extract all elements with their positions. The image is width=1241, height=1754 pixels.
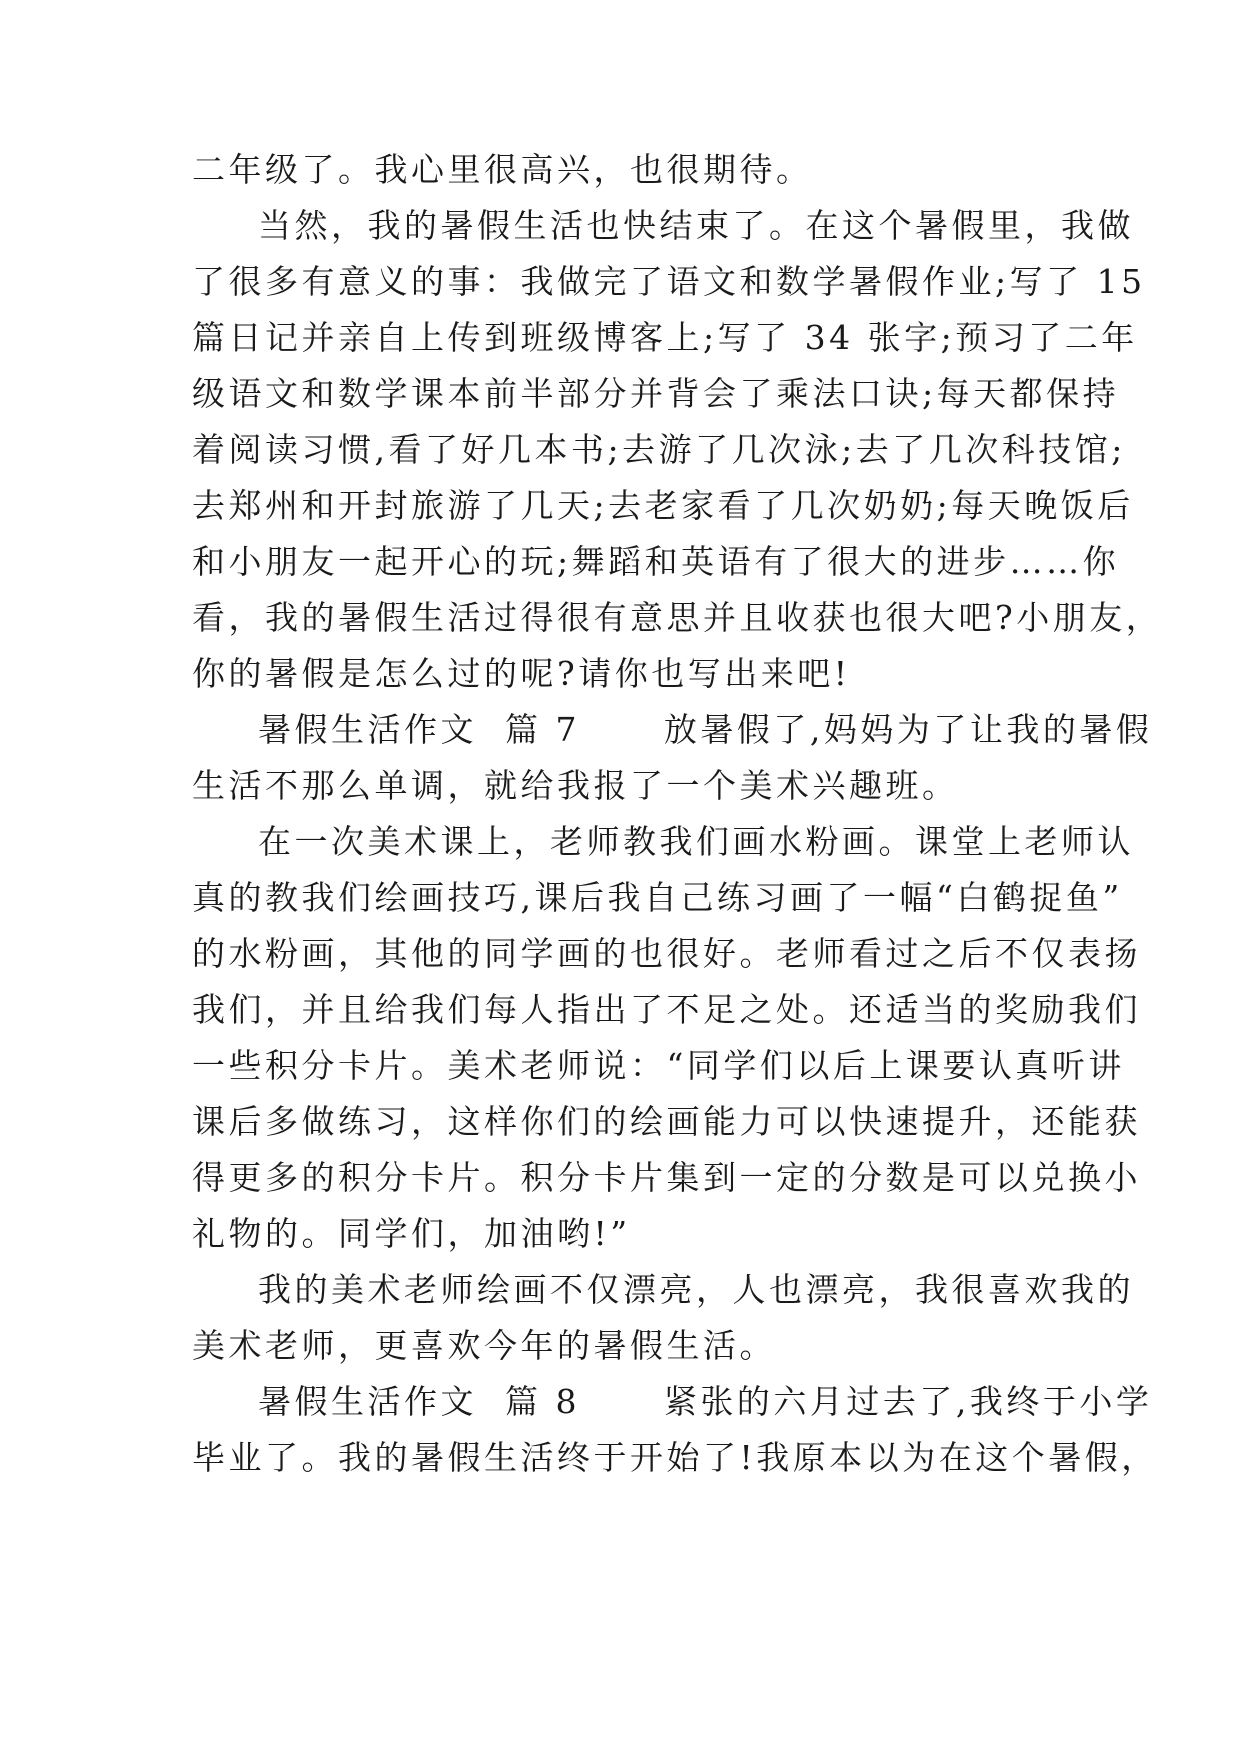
section-heading-line: 暑假生活作文 篇 7 放暑假了,妈妈为了让我的暑假 [258,710,1153,749]
text-line: 去郑州和开封旅游了几天;去老家看了几次奶奶;每天晚饭后 [192,486,1134,525]
text-line: 和小朋友一起开心的玩;舞蹈和英语有了很大的进步……你 [192,542,1120,581]
text-line: 真的教我们绘画技巧,课后我自己练习画了一幅“白鹤捉鱼” [192,878,1123,917]
text-line: 级语文和数学课本前半部分并背会了乘法口诀;每天都保持 [192,374,1120,413]
text-line: 美术老师，更喜欢今年的暑假生活。 [192,1326,776,1365]
text-line: 的水粉画，其他的同学画的也很好。老师看过之后不仅表扬 [192,934,1141,973]
text-line: 得更多的积分卡片。积分卡片集到一定的分数是可以兑换小 [192,1158,1141,1197]
text-line: 看，我的暑假生活过得很有意思并且收获也很大吧?小朋友， [192,598,1163,637]
text-line: 一些积分卡片。美术老师说：“同学们以后上课要认真听讲 [192,1046,1125,1085]
text-line: 我们，并且给我们每人指出了不足之处。还适当的奖励我们 [192,990,1141,1029]
text-line: 当然，我的暑假生活也快结束了。在这个暑假里，我做 [258,206,1134,245]
section-heading-line: 暑假生活作文 篇 8 紧张的六月过去了,我终于小学 [258,1382,1153,1421]
text-line: 礼物的。同学们，加油哟!” [192,1214,631,1253]
text-line: 着阅读习惯,看了好几本书;去游了几次泳;去了几次科技馆; [192,430,1126,469]
text-line: 在一次美术课上，老师教我们画水粉画。课堂上老师认 [258,822,1134,861]
text-line: 了很多有意义的事：我做完了语文和数学暑假作业;写了 15 [192,262,1146,301]
text-line: 生活不那么单调，就给我报了一个美术兴趣班。 [192,766,959,805]
text-line: 二年级了。我心里很高兴，也很期待。 [192,150,813,189]
text-line: 课后多做练习，这样你们的绘画能力可以快速提升，还能获 [192,1102,1141,1141]
text-line: 你的暑假是怎么过的呢?请你也写出来吧! [192,654,851,693]
text-line: 我的美术老师绘画不仅漂亮，人也漂亮，我很喜欢我的 [258,1270,1134,1309]
text-line: 毕业了。我的暑假生活终于开始了!我原本以为在这个暑假， [192,1438,1158,1477]
text-line: 篇日记并亲自上传到班级博客上;写了 34 张字;预习了二年 [192,318,1138,357]
